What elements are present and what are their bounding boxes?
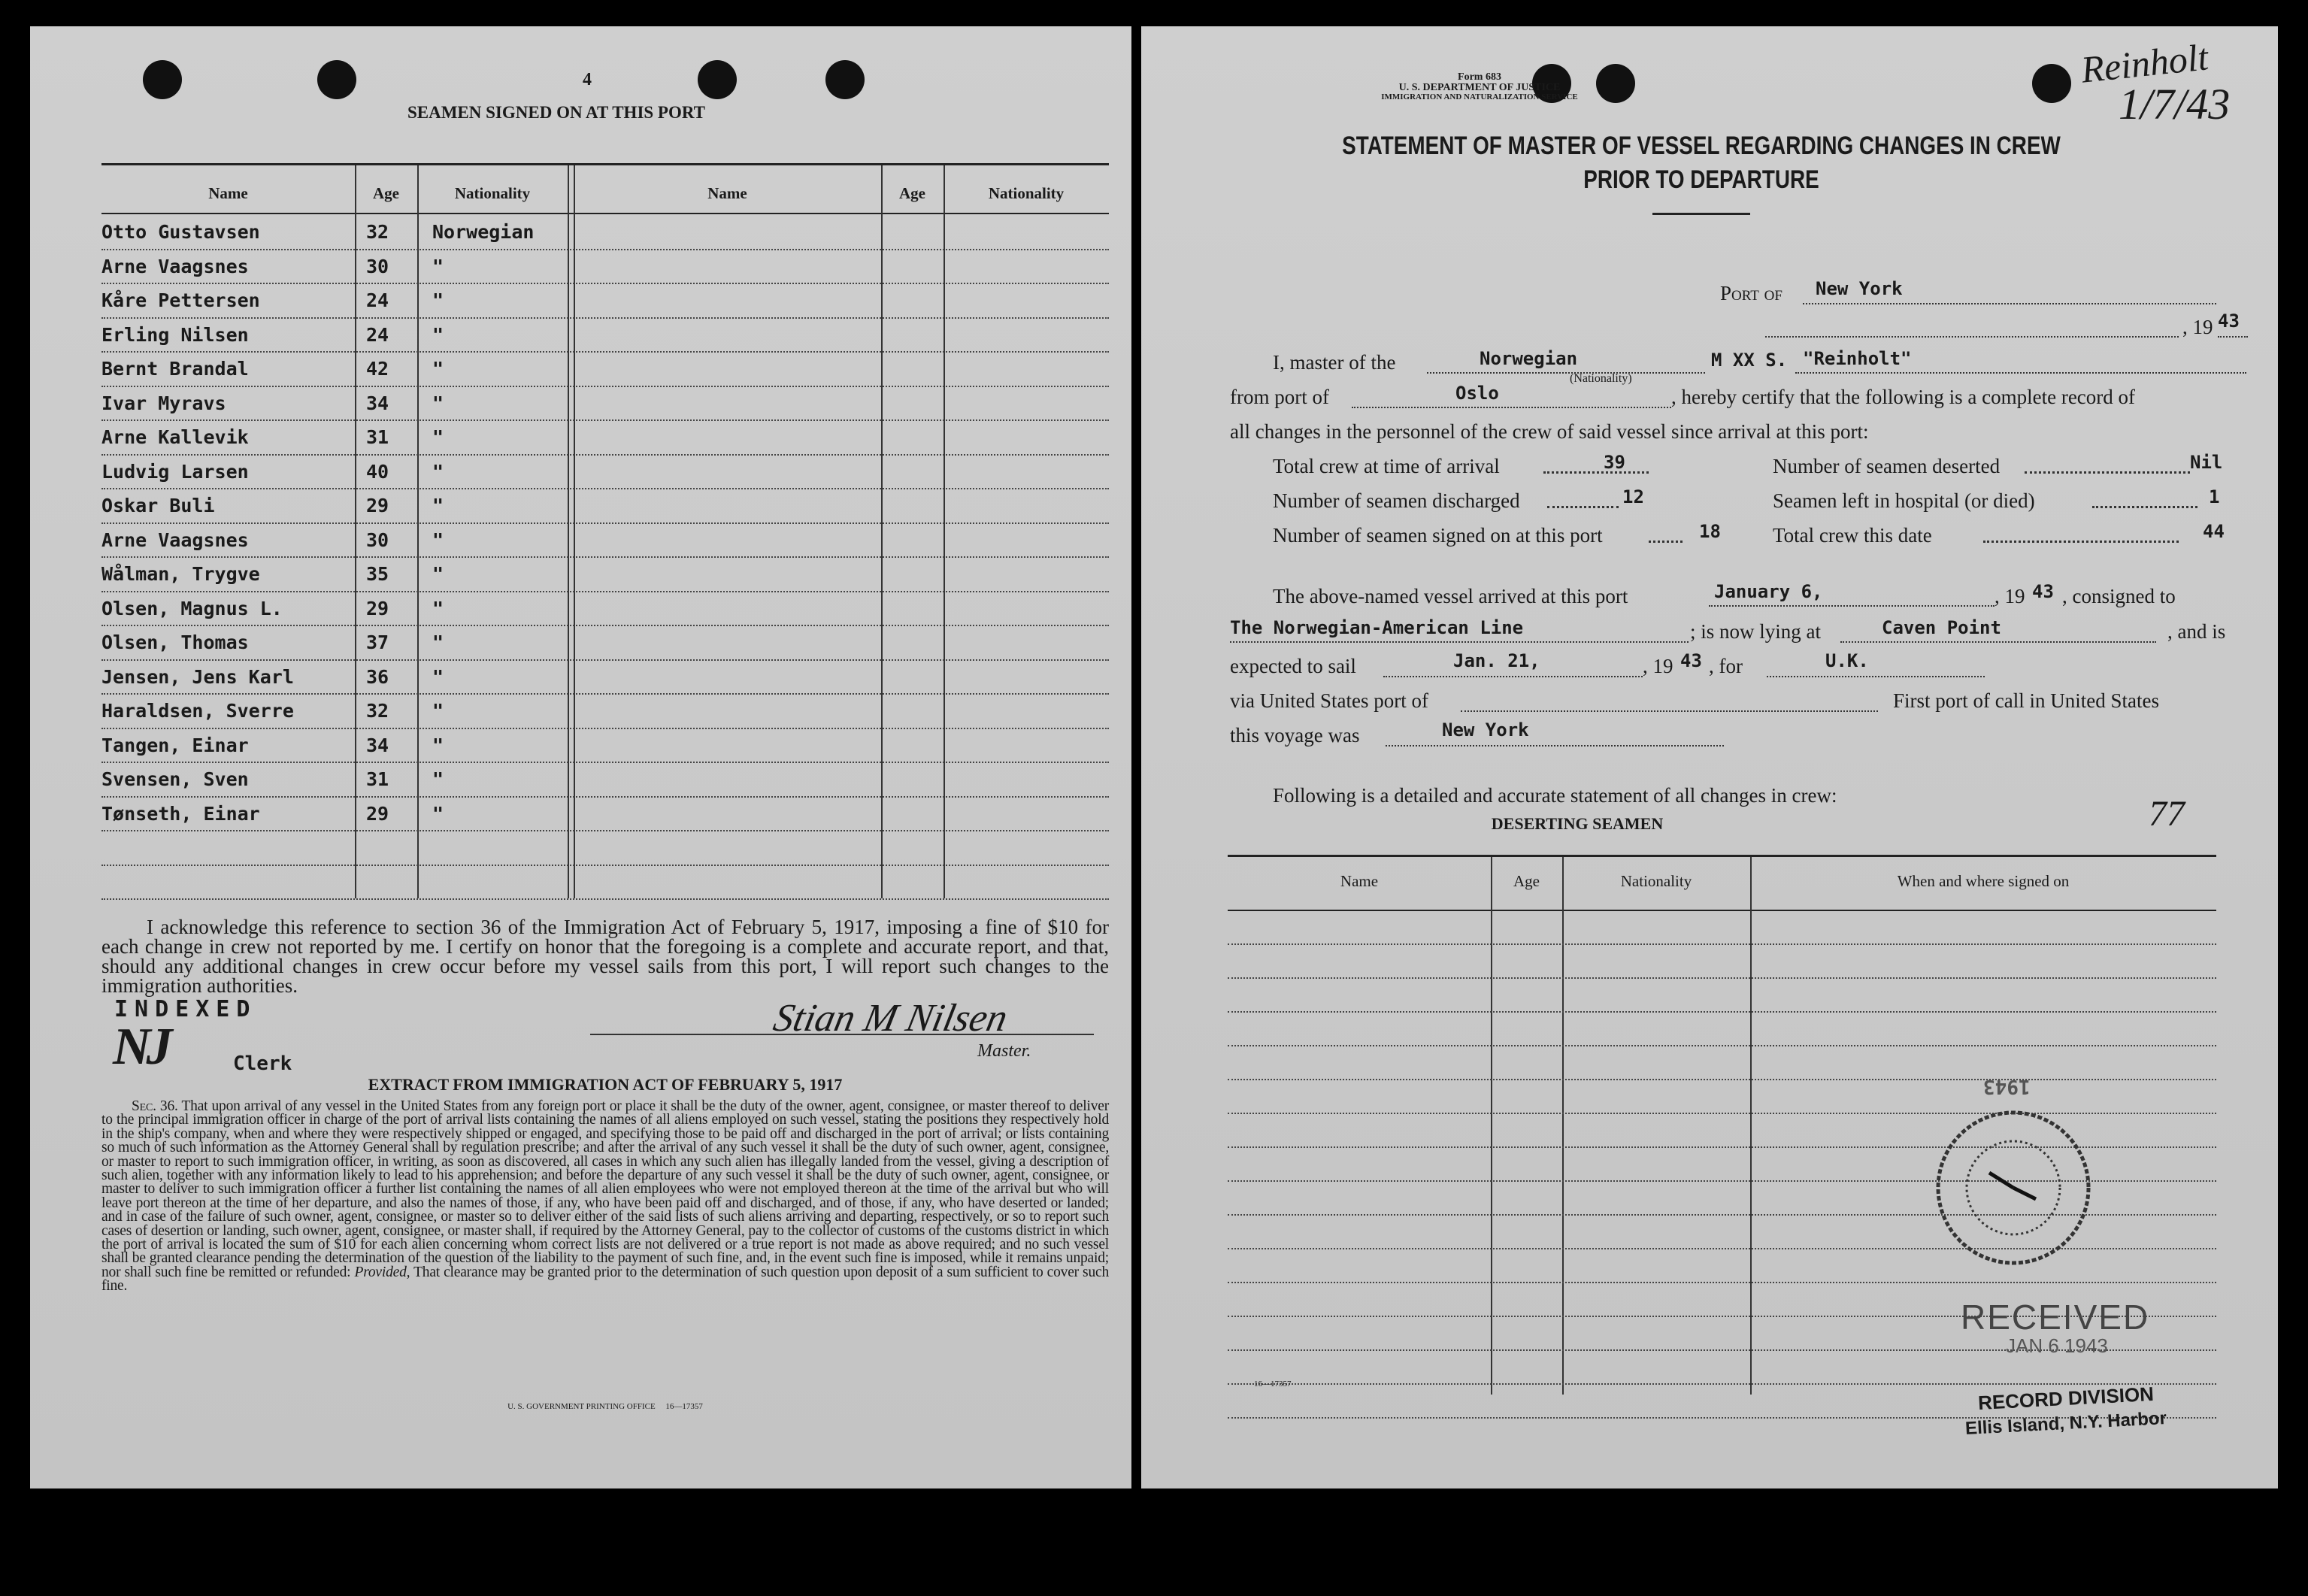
right-page (1141, 26, 2278, 1488)
desert-col-age: Age (1513, 872, 1540, 890)
signed-on-label: Number of seamen signed on at this port (1273, 524, 1603, 547)
crew-age: 24 (366, 289, 389, 311)
lying-value: Caven Point (1882, 617, 2001, 638)
crew-row (101, 728, 1109, 761)
total-crew-date-label: Total crew this date (1773, 524, 1932, 547)
round-date-stamp (1931, 1101, 2096, 1274)
crew-nationality: " (432, 597, 444, 619)
col-header-name-2: Name (707, 184, 747, 202)
crew-nationality: " (432, 631, 444, 653)
crew-name: Olsen, Magnus L. (101, 597, 283, 619)
crew-table (101, 139, 1109, 898)
from-port-label: from port of (1230, 386, 1329, 408)
form-title-2: PRIOR TO DEPARTURE (1583, 165, 1819, 194)
crew-row (101, 625, 1109, 658)
clerk-label: Clerk (233, 1052, 292, 1075)
following-text: Following is a detailed and accurate statement of all changes in crew: (1273, 784, 1837, 807)
crew-nationality: " (432, 358, 444, 380)
crew-name: Wålman, Trygve (101, 563, 260, 585)
col-header-age: Age (373, 184, 399, 202)
crew-nationality: " (432, 426, 444, 448)
crew-nationality: " (432, 700, 444, 722)
crew-name: Erling Nilsen (101, 323, 249, 346)
crew-nationality: " (432, 563, 444, 585)
crew-name: Ivar Myravs (101, 392, 226, 414)
crew-age: 32 (366, 221, 389, 243)
vessel-name: "Reinholt" (1803, 348, 1912, 369)
crew-nationality: " (432, 768, 444, 790)
arrived-label: The above-named vessel arrived at this port (1273, 585, 1628, 607)
crew-row (101, 214, 1109, 247)
crew-nationality: " (432, 323, 444, 346)
crew-row (101, 386, 1109, 419)
col-header-name: Name (208, 184, 248, 202)
service: IMMIGRATION AND NATURALIZATION SERVICE (1381, 92, 1578, 101)
round-stamp-year: 1943 (1983, 1075, 2031, 1098)
col-header-nationality-2: Nationality (988, 184, 1065, 202)
crew-age: 30 (366, 528, 389, 551)
arrived-year: 43 (2032, 581, 2054, 602)
punch-hole (317, 60, 356, 99)
crew-row (101, 591, 1109, 624)
crew-name: Svensen, Sven (101, 768, 249, 790)
first-port-label: First port of call in United States (1893, 689, 2159, 712)
crew-nationality: " (432, 460, 444, 483)
crew-row (101, 556, 1109, 589)
sail-year-prefix: , 19 (1643, 655, 1673, 677)
extract-text (101, 1100, 1109, 1294)
arrived-value: January 6, (1714, 581, 1823, 602)
department: U. S. DEPARTMENT OF JUSTICE (1398, 82, 1561, 93)
crew-age: 29 (366, 802, 389, 825)
deserted-value: Nil (2190, 452, 2223, 473)
crew-age: 40 (366, 460, 389, 483)
total-crew-arrival-label: Total crew at time of arrival (1273, 455, 1500, 477)
handwritten-vessel-note: Reinholt (2079, 35, 2210, 91)
deserted-label: Number of seamen deserted (1773, 455, 2001, 477)
crew-row (101, 454, 1109, 487)
crew-name: Oskar Buli (101, 495, 215, 516)
clerk-initials: NJ (113, 1018, 168, 1076)
crew-age: 31 (366, 768, 389, 790)
crew-name: Tangen, Einar (101, 734, 249, 756)
left-page (30, 26, 1131, 1488)
crew-row (101, 419, 1109, 453)
crew-row (101, 659, 1109, 692)
crew-row (101, 317, 1109, 350)
crew-name: Bernt Brandal (101, 358, 249, 380)
crew-age: 29 (366, 597, 389, 619)
changes-text: all changes in the personnel of the crew of said vessel since arrival at this port: (1230, 420, 1869, 443)
punch-hole (825, 60, 865, 99)
handwritten-count: 77 (2149, 794, 2185, 834)
year-value: 43 (2218, 310, 2240, 332)
sail-label: expected to sail (1230, 655, 1356, 677)
voyage-label: this voyage was (1230, 724, 1360, 747)
form-number: Form 683 (1458, 71, 1501, 83)
via-label: via United States port of (1230, 689, 1428, 712)
desert-col-nationality: Nationality (1620, 872, 1692, 890)
received-date-stamp: JAN 6 1943 (2006, 1334, 2108, 1357)
record-division-2: Ellis Island, N.Y. Harbor (1964, 1408, 2167, 1439)
record-division-1: RECORD DIVISION (1977, 1382, 2155, 1415)
crew-age: 34 (366, 392, 389, 414)
crew-age: 35 (366, 563, 389, 585)
crew-age: 24 (366, 323, 389, 346)
discharged-value: 12 (1622, 486, 1644, 507)
lying-label: ; is now lying at (1690, 620, 1821, 643)
consigned-label: , consigned to (2062, 585, 2176, 607)
crew-age: 37 (366, 631, 389, 653)
crew-row (101, 796, 1109, 829)
for-label: , for (1709, 655, 1743, 677)
col-header-age-2: Age (899, 184, 925, 202)
handwritten-date: 1/7/43 (2119, 80, 2231, 129)
extract-provided: Provided, (354, 1264, 410, 1280)
crew-age: 29 (366, 495, 389, 516)
crew-name: Olsen, Thomas (101, 631, 249, 653)
crew-nationality: " (432, 255, 444, 277)
port-value: New York (1816, 278, 1903, 299)
crew-age: 30 (366, 255, 389, 277)
crew-nationality: " (432, 734, 444, 756)
crew-row (101, 762, 1109, 795)
extract-section: Sec. 36. (132, 1098, 178, 1114)
signed-on-value: 18 (1699, 521, 1721, 542)
nationality-value: Norwegian (1480, 348, 1578, 369)
extract-body: That upon arrival of any vessel in the United States from any foreign port or place it shall be the duty of the owner, agent, consignee, or master thereof to deliver to the principal immigration officer in charge of the port of arrival lists containing the names of all aliens employed on such vessel, stating the positions they respectively hold in the ship's company, when and where they were respectively shipped or engaged, and specifying those to be paid off and discharged in the port of arrival; or lists containing so much of such information as the Attorney General shall by regulation prescribe; and after the arrival of any such vessel it shall be the duty of such owner, agent, consignee, or master to report to such immigration officer, in writing, as soon as discovered, all cases in which any such alien has illegally landed from the vessel, giving a description of such alien, together with any information likely to lead to his apprehension; and before the departure of any such vessel it shall be the duty of such owner, agent, consignee, or master to deliver to such immigration officer a further list containing the names of all alien employees who were not employed thereon at the time of the arrival but who will leave port thereon at the time of her departure, and also the names of those, if any, who have been paid off and discharged, and of those, if any, who have deserted or landed; and in case of the failure of such owner, agent, consignee, or master so to deliver either of the said lists of such aliens arriving and departing, respectively, or so to report such cases of desertion or landing, such owner, agent, consignee, or master shall, if required by the Attorney General, pay to the collector of customs of the customs district in which the port of arrival is located the sum of $10 for each alien concerning whom correct lists are not delivered or a true report is not made as above required; and no such vessel shall be granted clearance pending the determination of the question of the liability to the payment of such fine, and, in the event such fine is imposed, while it remains unpaid; nor shall such fine be remitted or refunded: (101, 1098, 1109, 1280)
desert-col-name: Name (1340, 872, 1379, 890)
crew-nationality: " (432, 495, 444, 516)
left-footer: U. S. GOVERNMENT PRINTING OFFICE 16—17357 (507, 1402, 703, 1411)
crew-nationality: " (432, 528, 444, 551)
crew-name: Haraldsen, Sverre (101, 700, 294, 722)
crew-row (101, 522, 1109, 556)
sail-year: 43 (1680, 650, 1702, 671)
consignee-value: The Norwegian-American Line (1230, 617, 1524, 638)
voyage-value: New York (1442, 719, 1529, 740)
form-title-1: STATEMENT OF MASTER OF VESSEL REGARDING CHANGES IN CREW (1342, 132, 2061, 160)
indexed-stamp: INDEXED (114, 996, 257, 1022)
crew-name: Arne Vaagsnes (101, 528, 249, 551)
crew-nationality: " (432, 289, 444, 311)
from-port-value: Oslo (1455, 383, 1499, 404)
crew-row (101, 283, 1109, 316)
right-footer: 16—17357 (1254, 1379, 1292, 1389)
total-crew-date-value: 44 (2203, 521, 2225, 542)
crew-age: 42 (366, 358, 389, 380)
crew-nationality: " (432, 802, 444, 825)
crew-age: 31 (366, 426, 389, 448)
crew-name: Kåre Pettersen (101, 289, 260, 311)
crew-age: 36 (366, 665, 389, 688)
master-label: Master. (977, 1041, 1031, 1061)
crew-row (101, 693, 1109, 726)
total-crew-arrival-value: 39 (1604, 452, 1625, 473)
page-number: 4 (583, 70, 592, 89)
crew-nationality: " (432, 665, 444, 688)
signature: Stian M Nilsen (769, 997, 1012, 1040)
crew-row (101, 351, 1109, 384)
desert-col-signed-on: When and where signed on (1897, 872, 2070, 890)
crew-nationality: " (432, 392, 444, 414)
crew-age: 34 (366, 734, 389, 756)
deserting-title: DESERTING SEAMEN (1491, 814, 1664, 833)
for-value: U.K. (1825, 650, 1869, 671)
crew-row (101, 488, 1109, 521)
master-of-label: I, master of the (1273, 351, 1396, 374)
crew-name: Arne Vaagsnes (101, 255, 249, 277)
and-is: , and is (2167, 620, 2226, 643)
acknowledgement-text: I acknowledge this reference to section 36 of the Immigration Act of February 5, 1917, imposing a fine of $10 for each change in crew not reported by me. I certify on honor that the foregoing is a complete and accurate report, and that, should any additional changes in crew occur before my vessel sails from this port, I will report such changes to the immigration authorities. (101, 916, 1109, 997)
col-header-nationality: Nationality (454, 184, 531, 202)
punch-hole (698, 60, 737, 99)
hospital-label: Seamen left in hospital (or died) (1773, 489, 2035, 512)
crew-age: 32 (366, 700, 389, 722)
punch-hole (2032, 64, 2071, 103)
year-prefix: , 19 (2182, 316, 2213, 338)
arrived-year-prefix: , 19 (1995, 585, 2025, 607)
extract-end: That clearance may be granted prior to the determination of such question upon deposit of a sum sufficient to cover such fine. (101, 1264, 1109, 1295)
sail-value: Jan. 21, (1453, 650, 1540, 671)
received-stamp: RECEIVED (1961, 1298, 2150, 1337)
crew-name: Ludvig Larsen (101, 460, 249, 483)
crew-row (101, 249, 1109, 282)
discharged-label: Number of seamen discharged (1273, 489, 1520, 512)
crew-name: Arne Kallevik (101, 426, 249, 448)
vessel-type: M XX S. (1711, 350, 1788, 371)
extract-title: EXTRACT FROM IMMIGRATION ACT OF FEBRUARY 5, 1917 (368, 1075, 843, 1094)
crew-name: Tønseth, Einar (101, 802, 260, 825)
nationality-caption: (Nationality) (1570, 372, 1632, 385)
crew-nationality: Norwegian (432, 221, 535, 243)
port-label: Port of (1720, 282, 1782, 304)
crew-name: Jensen, Jens Karl (101, 665, 294, 688)
section-title: SEAMEN SIGNED ON AT THIS PORT (407, 103, 706, 122)
punch-hole (143, 60, 182, 99)
hospital-value: 1 (2209, 486, 2220, 507)
crew-name: Otto Gustavsen (101, 221, 260, 243)
certify-text: , hereby certify that the following is a complete record of (1671, 386, 2136, 408)
